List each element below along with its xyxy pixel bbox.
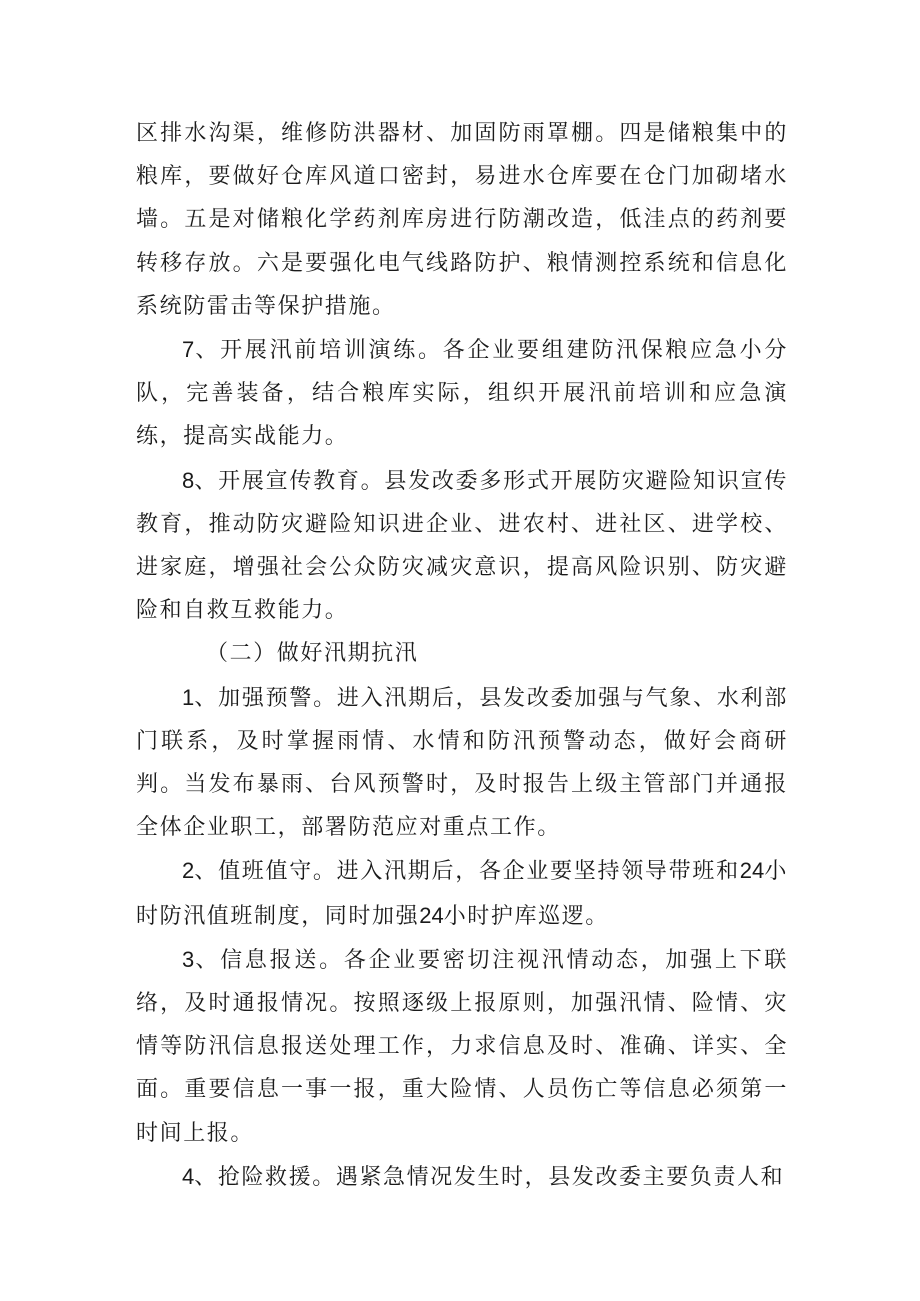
paragraph-item-4 (136, 1155, 788, 1199)
paragraph-continuation: 区排水沟渠，维修防洪器材、加固防雨罩棚。四是储粮集中的粮库，要做好仓库风道口密封，易进水仓库要在仓门加砌堵水墙。五是对储粮化学药剂库房进行防潮改造，低洼点的药剂要转移存放。六是要强化电气线路防护、粮情测控系统和信息化系统防雷击等保护措施。 (136, 121, 788, 319)
item-number: 3 (182, 946, 195, 972)
item-number: 1 (182, 684, 195, 710)
item-body: 小时护库巡逻。 (443, 903, 609, 929)
item-body: 进入汛期后，县发改委加强与气象、水利部门联系，及时掌握雨情、水情和防汛预警动态，做好会商研判。当发布暴雨、台风预警时，及时报告上级主管部门并通报全体企业职工，部署防范应对重点工作。 (136, 685, 788, 841)
item-body: 小时防汛值班制度，同时加强 (136, 859, 788, 929)
item-title: 、开展宣传教育。 (194, 468, 385, 494)
paragraph-item-3 (136, 938, 788, 1155)
number-24: 24 (739, 858, 765, 884)
item-number: 4 (182, 1163, 195, 1189)
paragraph-item-7 (136, 328, 788, 459)
item-number: 2 (182, 858, 195, 884)
item-title: 、抢险救援。 (194, 1164, 336, 1190)
item-title: 、信息报送。 (194, 947, 344, 973)
paragraph-item-1 (136, 676, 788, 850)
item-number: 8 (182, 467, 195, 493)
item-title: 、加强预警。 (194, 685, 337, 711)
section-heading: （二）做好汛期抗汛 (206, 641, 419, 667)
item-body: 遇紧急情况发生时，县发改委主要负责人和 (335, 1164, 785, 1190)
item-number: 7 (182, 337, 195, 363)
number-24: 24 (419, 902, 444, 928)
item-title: 、开展汛前培训演练。 (194, 338, 443, 364)
item-body: 进入汛期后，各企业要坚持领导带班和 (336, 859, 740, 885)
paragraph-item-8 (136, 459, 788, 633)
item-body: 各企业要密切注视汛情动态，加强上下联络，及时通报情况。按照逐级上报原则，加强汛情、险情、灾情等防汛信息报送处理工作，力求信息及时、准确、详实、全面。重要信息一事一报，重大险情、人员伤亡等信息必须第一时间上报。 (136, 947, 788, 1146)
document-page (136, 112, 788, 1199)
item-body: 各企业要组建防汛保粮应急小分队，完善装备，结合粮库实际，组织开展汛前培训和应急演练，提高实战能力。 (136, 338, 788, 450)
item-body: 县发改委多形式开展防灾避险知识宣传教育，推动防灾避险知识进企业、进农村、进社区、进学校、进家庭，增强社会公众防灾减灾意识，提高风险识别、防灾避险和自救互救能力。 (136, 468, 788, 624)
paragraph-item-2 (136, 849, 788, 937)
item-title: 、值班值守。 (194, 859, 337, 885)
